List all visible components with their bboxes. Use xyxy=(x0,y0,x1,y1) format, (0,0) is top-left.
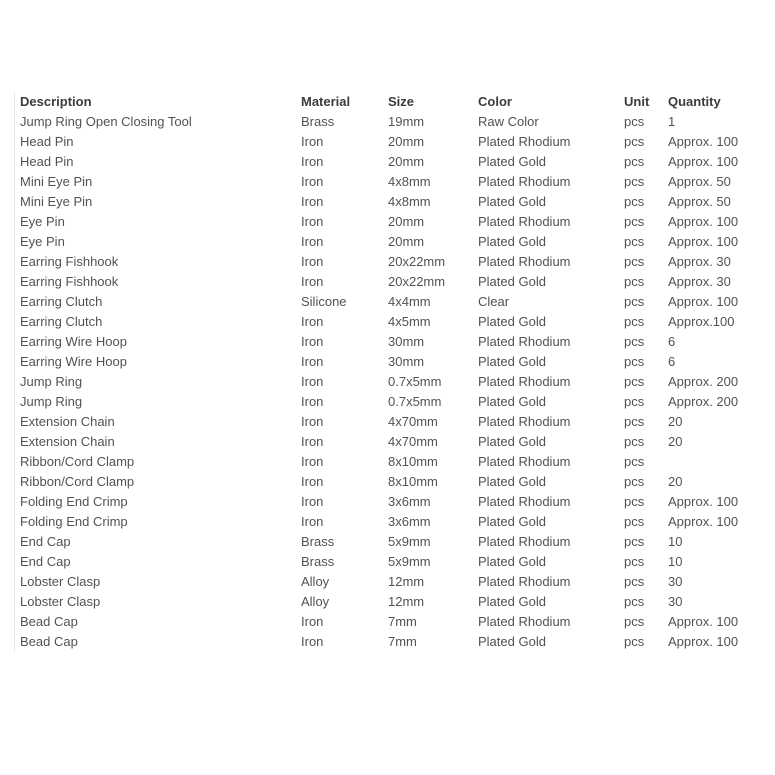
cell-quantity: Approx. 100 xyxy=(668,134,739,149)
cell-material: Iron xyxy=(301,514,324,529)
cell-unit: pcs xyxy=(624,354,645,369)
cell-unit: pcs xyxy=(624,494,645,509)
cell-unit: pcs xyxy=(624,434,645,449)
cell-size: 0.7x5mm xyxy=(388,374,442,389)
cell-description: Extension Chain xyxy=(20,434,115,449)
table-row xyxy=(15,292,761,312)
cell-quantity xyxy=(668,452,761,472)
cell-color: Plated Gold xyxy=(478,314,546,329)
cell-color: Plated Rhodium xyxy=(478,334,571,349)
cell-size: 4x8mm xyxy=(388,194,431,209)
table-row xyxy=(15,432,761,452)
cell-description: Lobster Clasp xyxy=(20,574,101,589)
cell-color: Plated Gold xyxy=(478,234,546,249)
cell-size: 20mm xyxy=(388,134,425,149)
cell-color: Plated Rhodium xyxy=(478,614,571,629)
table-row xyxy=(15,552,761,572)
cell-unit: pcs xyxy=(624,594,645,609)
cell-size: 20x22mm xyxy=(388,274,446,289)
cell-quantity: Approx. 100 xyxy=(668,494,739,509)
cell-material: Iron xyxy=(301,194,324,209)
cell-material: Iron xyxy=(301,394,324,409)
cell-quantity: 30 xyxy=(668,574,683,589)
cell-quantity: Approx. 30 xyxy=(668,254,731,269)
cell-size: 5x9mm xyxy=(388,534,431,549)
cell-material: Alloy xyxy=(301,574,330,589)
cell-unit: pcs xyxy=(624,614,645,629)
cell-description: Ribbon/Cord Clamp xyxy=(20,474,135,489)
cell-description: Earring Wire Hoop xyxy=(20,334,127,349)
cell-color: Plated Gold xyxy=(478,594,546,609)
cell-size: 20mm xyxy=(388,154,425,169)
cell-description: Earring Clutch xyxy=(20,314,103,329)
cell-color: Plated Rhodium xyxy=(478,374,571,389)
cell-quantity: Approx. 100 xyxy=(668,514,739,529)
column-header-description: Description xyxy=(20,94,92,109)
cell-description: Earring Wire Hoop xyxy=(20,354,127,369)
cell-unit: pcs xyxy=(624,154,645,169)
table-row xyxy=(15,372,761,392)
cell-description: Bead Cap xyxy=(20,634,78,649)
cell-description: Jump Ring xyxy=(20,374,83,389)
column-header-size: Size xyxy=(388,94,415,109)
cell-quantity: 20 xyxy=(668,434,683,449)
cell-size: 30mm xyxy=(388,354,425,369)
cell-unit: pcs xyxy=(624,274,645,289)
cell-unit: pcs xyxy=(624,254,645,269)
table-row xyxy=(15,452,761,472)
cell-material: Iron xyxy=(301,154,324,169)
cell-description: Earring Fishhook xyxy=(20,254,119,269)
cell-quantity: 6 xyxy=(668,354,676,369)
table-row xyxy=(15,632,761,652)
cell-color: Plated Rhodium xyxy=(478,254,571,269)
cell-quantity: Approx. 50 xyxy=(668,174,731,189)
cell-quantity: Approx. 100 xyxy=(668,294,739,309)
cell-size: 7mm xyxy=(388,634,417,649)
cell-material: Iron xyxy=(301,434,324,449)
table-body xyxy=(15,112,761,652)
cell-size: 19mm xyxy=(388,114,425,129)
cell-size: 4x5mm xyxy=(388,314,431,329)
cell-size: 0.7x5mm xyxy=(388,394,442,409)
table-row xyxy=(15,512,761,532)
cell-unit: pcs xyxy=(624,634,645,649)
cell-material: Iron xyxy=(301,354,324,369)
cell-unit: pcs xyxy=(624,174,645,189)
table-row xyxy=(15,332,761,352)
table-row xyxy=(15,572,761,592)
cell-quantity: Approx. 100 xyxy=(668,614,739,629)
cell-description: Eye Pin xyxy=(20,214,65,229)
cell-quantity: 10 xyxy=(668,534,683,549)
cell-unit: pcs xyxy=(624,114,645,129)
cell-color: Plated Gold xyxy=(478,514,546,529)
table-header-row xyxy=(15,92,761,112)
cell-description: End Cap xyxy=(20,534,71,549)
table-row xyxy=(15,312,761,332)
cell-material: Iron xyxy=(301,334,324,349)
cell-size: 4x4mm xyxy=(388,294,431,309)
cell-unit: pcs xyxy=(624,214,645,229)
table-row xyxy=(15,112,761,132)
cell-unit: pcs xyxy=(624,574,645,589)
cell-color: Plated Gold xyxy=(478,434,546,449)
cell-material: Brass xyxy=(301,554,335,569)
cell-unit: pcs xyxy=(624,314,645,329)
table-row xyxy=(15,392,761,412)
cell-quantity: Approx.100 xyxy=(668,314,735,329)
cell-color: Plated Gold xyxy=(478,194,546,209)
cell-quantity: Approx. 200 xyxy=(668,374,739,389)
cell-quantity: 20 xyxy=(668,474,683,489)
table-row xyxy=(15,492,761,512)
cell-quantity: Approx. 100 xyxy=(668,214,739,229)
cell-unit: pcs xyxy=(624,134,645,149)
cell-size: 7mm xyxy=(388,614,417,629)
cell-description: Earring Clutch xyxy=(20,294,103,309)
cell-quantity: 30 xyxy=(668,594,683,609)
cell-description: Head Pin xyxy=(20,134,74,149)
column-header-color: Color xyxy=(478,94,512,109)
cell-quantity: 10 xyxy=(668,554,683,569)
column-header-material: Material xyxy=(301,94,351,109)
cell-quantity: Approx. 100 xyxy=(668,154,739,169)
cell-material: Brass xyxy=(301,114,335,129)
cell-unit: pcs xyxy=(624,534,645,549)
cell-unit: pcs xyxy=(624,294,645,309)
table-row xyxy=(15,172,761,192)
cell-unit: pcs xyxy=(624,474,645,489)
cell-quantity: 6 xyxy=(668,334,676,349)
cell-color: Plated Gold xyxy=(478,154,546,169)
cell-size: 4x8mm xyxy=(388,174,431,189)
cell-description: Head Pin xyxy=(20,154,74,169)
cell-unit: pcs xyxy=(624,194,645,209)
cell-description: Mini Eye Pin xyxy=(20,194,93,209)
cell-color: Clear xyxy=(478,294,510,309)
cell-material: Iron xyxy=(301,454,324,469)
cell-material: Iron xyxy=(301,414,324,429)
cell-color: Plated Rhodium xyxy=(478,174,571,189)
cell-color: Plated Rhodium xyxy=(478,214,571,229)
cell-color: Plated Rhodium xyxy=(478,134,571,149)
cell-material: Iron xyxy=(301,614,324,629)
cell-size: 20mm xyxy=(388,234,425,249)
cell-description: Ribbon/Cord Clamp xyxy=(20,454,135,469)
cell-material: Alloy xyxy=(301,594,330,609)
cell-color: Plated Gold xyxy=(478,394,546,409)
cell-material: Iron xyxy=(301,174,324,189)
cell-unit: pcs xyxy=(624,414,645,429)
cell-material: Iron xyxy=(301,374,324,389)
column-header-quantity: Quantity xyxy=(668,94,721,109)
table-row xyxy=(15,212,761,232)
cell-material: Iron xyxy=(301,494,324,509)
cell-material: Iron xyxy=(301,314,324,329)
cell-color: Plated Gold xyxy=(478,354,546,369)
cell-description: End Cap xyxy=(20,554,71,569)
cell-material: Iron xyxy=(301,634,324,649)
table-row xyxy=(15,232,761,252)
cell-quantity: Approx. 30 xyxy=(668,274,731,289)
table-row xyxy=(15,192,761,212)
cell-material: Iron xyxy=(301,474,324,489)
cell-unit: pcs xyxy=(624,234,645,249)
cell-quantity: Approx. 200 xyxy=(668,394,739,409)
cell-quantity: Approx. 50 xyxy=(668,194,731,209)
cell-color: Plated Gold xyxy=(478,554,546,569)
cell-unit: pcs xyxy=(624,334,645,349)
cell-quantity: 1 xyxy=(668,114,676,129)
cell-size: 12mm xyxy=(388,574,425,589)
cell-description: Folding End Crimp xyxy=(20,514,128,529)
cell-size: 3x6mm xyxy=(388,514,431,529)
cell-color: Plated Gold xyxy=(478,274,546,289)
table-row xyxy=(15,592,761,612)
cell-material: Iron xyxy=(301,134,324,149)
table-row xyxy=(15,152,761,172)
cell-color: Plated Rhodium xyxy=(478,454,571,469)
product-spec-table xyxy=(15,92,761,652)
cell-description: Extension Chain xyxy=(20,414,115,429)
cell-size: 8x10mm xyxy=(388,454,438,469)
cell-unit: pcs xyxy=(624,394,645,409)
cell-color: Plated Rhodium xyxy=(478,534,571,549)
cell-description: Eye Pin xyxy=(20,234,65,249)
table-row xyxy=(15,532,761,552)
cell-size: 20mm xyxy=(388,214,425,229)
cell-size: 8x10mm xyxy=(388,474,438,489)
cell-quantity: Approx. 100 xyxy=(668,634,739,649)
cell-size: 4x70mm xyxy=(388,434,438,449)
cell-material: Iron xyxy=(301,274,324,289)
column-header-unit: Unit xyxy=(624,94,650,109)
cell-color: Plated Rhodium xyxy=(478,414,571,429)
cell-description: Jump Ring Open Closing Tool xyxy=(20,114,192,129)
cell-description: Earring Fishhook xyxy=(20,274,119,289)
table-row xyxy=(15,132,761,152)
cell-material: Silicone xyxy=(301,294,347,309)
cell-unit: pcs xyxy=(624,514,645,529)
cell-size: 5x9mm xyxy=(388,554,431,569)
cell-color: Raw Color xyxy=(478,114,539,129)
cell-size: 3x6mm xyxy=(388,494,431,509)
cell-material: Brass xyxy=(301,534,335,549)
cell-color: Plated Gold xyxy=(478,474,546,489)
cell-description: Folding End Crimp xyxy=(20,494,128,509)
cell-unit: pcs xyxy=(624,454,645,469)
table-row xyxy=(15,252,761,272)
table-row xyxy=(15,472,761,492)
cell-unit: pcs xyxy=(624,554,645,569)
table-row xyxy=(15,612,761,632)
cell-color: Plated Rhodium xyxy=(478,494,571,509)
cell-color: Plated Rhodium xyxy=(478,574,571,589)
cell-description: Lobster Clasp xyxy=(20,594,101,609)
cell-color: Plated Gold xyxy=(478,634,546,649)
cell-size: 12mm xyxy=(388,594,425,609)
cell-material: Iron xyxy=(301,254,324,269)
cell-size: 30mm xyxy=(388,334,425,349)
cell-material: Iron xyxy=(301,234,324,249)
cell-unit: pcs xyxy=(624,374,645,389)
cell-description: Mini Eye Pin xyxy=(20,174,93,189)
cell-description: Bead Cap xyxy=(20,614,78,629)
cell-size: 4x70mm xyxy=(388,414,438,429)
table-header xyxy=(15,92,761,112)
table-row xyxy=(15,352,761,372)
cell-description: Jump Ring xyxy=(20,394,83,409)
product-spec-table-container xyxy=(14,92,761,652)
table-row xyxy=(15,412,761,432)
cell-quantity: Approx. 100 xyxy=(668,234,739,249)
cell-size: 20x22mm xyxy=(388,254,446,269)
cell-quantity: 20 xyxy=(668,414,683,429)
table-row xyxy=(15,272,761,292)
cell-material: Iron xyxy=(301,214,324,229)
